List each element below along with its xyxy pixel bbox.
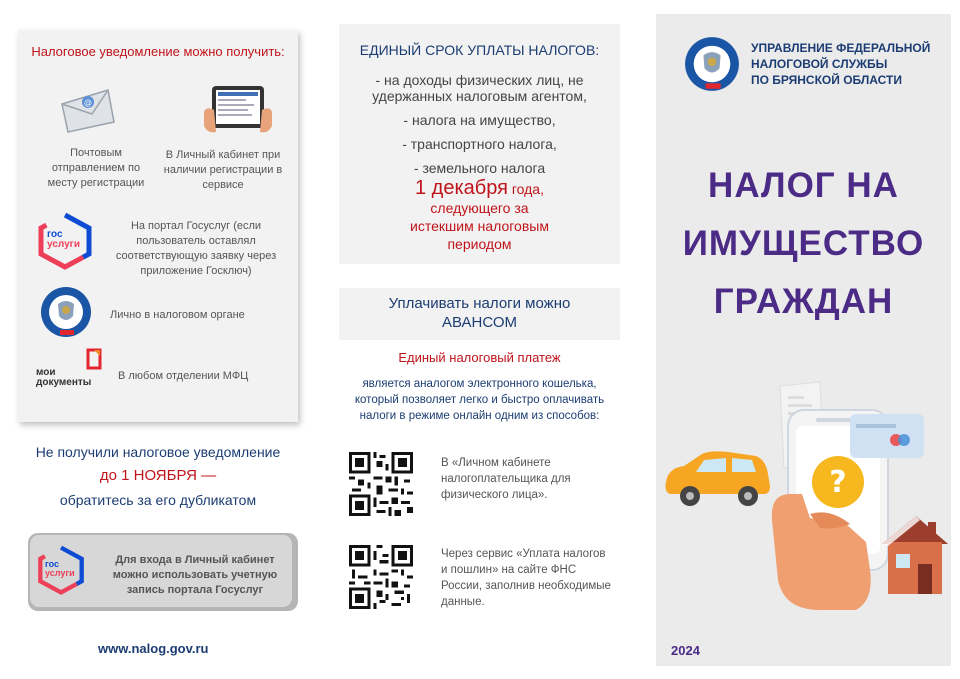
deadline-date	[339, 179, 620, 253]
tax-list-item: - земельного налога	[413, 160, 546, 176]
tax-list-item: - на доходы физических лиц, не удержанных налоговым агентом,	[372, 72, 587, 104]
fns-emblem-header-icon	[684, 36, 740, 92]
pay-way-cabinet-text: В «Личном кабинете налогоплательщика для физического лица».	[441, 457, 571, 501]
deadline-rest: следующего за истекшим налоговым периодом	[410, 200, 549, 252]
car-icon	[666, 451, 771, 506]
advance-title: Уплачивать налоги можно АВАНСОМ	[388, 295, 571, 331]
duplicate-notice	[18, 440, 298, 512]
tax-list-item: - налога на имущество,	[403, 112, 556, 128]
tax-list	[339, 72, 620, 184]
org-name-line-3: ПО БРЯНСКОЙ ОБЛАСТИ	[751, 73, 902, 87]
gosuslugi-logo	[36, 212, 94, 270]
tax-list-item: - транспортного налога,	[402, 136, 557, 152]
envelope-icon	[58, 82, 116, 134]
notice-line-2: до 1 НОЯБРЯ —	[99, 467, 217, 484]
brochure-title	[656, 157, 951, 331]
cover-panel	[656, 14, 951, 666]
deadline-title: ЕДИНЫЙ СРОК УПЛАТЫ НАЛОГОВ:	[359, 42, 600, 58]
org-name-line-1: УПРАВЛЕНИЕ ФЕДЕРАЛЬНОЙ	[751, 41, 931, 55]
brochure-title-line-1: НАЛОГ НА	[708, 166, 899, 205]
enp-description: является аналогом электронного кошелька, который позволяет легко и быстро оплачивать налоги в режиме онлайн одним из способов:	[354, 378, 605, 422]
deadline-date-small: года,	[507, 181, 544, 197]
gosuslugi-logo-text-2: услуги	[47, 239, 80, 250]
gosuslugi-small-logo	[36, 545, 86, 595]
my-documents-text-1: мои	[36, 367, 56, 378]
org-name	[751, 40, 930, 88]
qr-code-service-icon[interactable]	[349, 545, 413, 609]
house-icon	[882, 516, 948, 594]
ways-title: Налоговое уведомление можно получить:	[31, 44, 285, 59]
gosuslugi-logo-text-1: гос	[47, 229, 63, 240]
advance-box	[339, 288, 620, 340]
ways-to-receive-card	[18, 30, 298, 422]
credit-card-icon	[850, 414, 924, 458]
gosuslugi-login-box	[28, 533, 298, 611]
svg-text:@: @	[84, 98, 92, 107]
notice-line-3: обратитесь за его дубликатом	[59, 492, 257, 508]
way-tax-office-text: Лично в налоговом органе	[110, 309, 245, 321]
gosuslugi-login-text: Для входа в Личный кабинет можно использовать учетную запись портала Госуслуг	[112, 554, 278, 596]
gosuslugi-small-text-2: услуги	[45, 568, 75, 578]
brochure-title-line-2: ИМУЩЕСТВО	[682, 224, 925, 263]
website-link[interactable]: www.nalog.gov.ru	[98, 641, 209, 656]
deadline-date-big: 1 декабря	[415, 177, 508, 199]
year-label: 2024	[671, 643, 700, 658]
my-documents-text-2: документы	[36, 377, 92, 388]
my-documents-logo	[34, 348, 104, 398]
gosuslugi-login-box-inner	[30, 535, 292, 607]
way-mfc-text: В любом отделении МФЦ	[118, 370, 249, 382]
qr-code-cabinet-icon[interactable]	[349, 452, 413, 516]
pay-way-service-text: Через сервис «Уплата налогов и пошлин» на сайте ФНС России, заполнив необходимые данные.	[441, 548, 611, 608]
tax-illustration	[660, 374, 950, 614]
way-mail-text: Почтовым отправлением по месту регистрации	[47, 147, 145, 189]
notice-line-1: Не получили налоговое уведомление	[35, 444, 281, 460]
brochure-title-line-3: ГРАЖДАН	[713, 282, 894, 321]
org-name-line-2: НАЛОГОВОЙ СЛУЖБЫ	[751, 57, 888, 71]
way-cabinet-text: В Личный кабинет при наличии регистрации в сервисе	[163, 149, 283, 191]
tablet-icon	[202, 82, 274, 138]
tax-deadline-box	[339, 24, 620, 264]
svg-text:?: ?	[829, 465, 847, 500]
gosuslugi-small-text-1: гос	[45, 559, 60, 569]
enp-title: Единый налоговый платеж	[398, 350, 561, 365]
way-gosuslugi-text: На портал Госуслуг (если пользователь оставлял соответствующую заявку через приложение Госключ)	[115, 220, 277, 277]
fns-emblem-icon	[40, 286, 92, 338]
my-documents-shape-icon	[84, 348, 104, 370]
